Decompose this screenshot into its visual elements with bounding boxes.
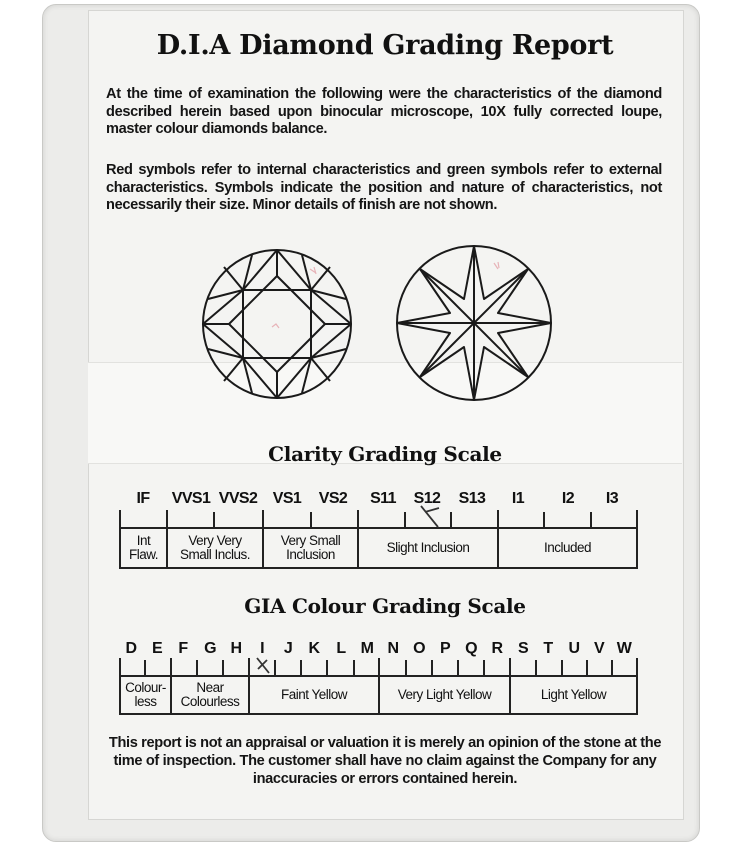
colour-category: Colour- less <box>121 677 172 713</box>
clarity-category: Slight Inclusion <box>359 529 499 567</box>
colour-grade: G <box>204 640 216 657</box>
clarity-category: Int Flaw. <box>121 529 168 567</box>
clarity-scale-title: Clarity Grading Scale <box>268 442 502 466</box>
colour-category: Near Colourless <box>172 677 250 713</box>
clarity-category: Very Very Small Inclus. <box>168 529 264 567</box>
colour-grade: D <box>125 640 137 657</box>
clarity-grade: S11 <box>370 490 396 507</box>
colour-grade: T <box>543 640 553 657</box>
diamond-pavilion-diagram <box>394 243 554 403</box>
colour-category: Faint Yellow <box>250 677 380 713</box>
colour-grade: J <box>283 640 293 657</box>
colour-grade: V <box>593 640 605 657</box>
clarity-category: Very Small Inclusion <box>264 529 359 567</box>
intro-paragraph: At the time of examination the following were the characteristics of the diamond described herein based upon binocular microscope, 10X fully corrected loupe, master colour diamonds balance. <box>106 86 662 137</box>
clarity-grade: I3 <box>605 490 619 507</box>
colour-grade: S <box>517 640 529 657</box>
colour-grade: H <box>230 640 242 657</box>
clarity-grade: VS2 <box>318 490 348 507</box>
colour-grade: M <box>360 640 374 657</box>
colour-grade: P <box>439 640 451 657</box>
colour-check-mark <box>253 654 273 676</box>
colour-grade: E <box>151 640 163 657</box>
colour-category: Light Yellow <box>540 687 607 702</box>
clarity-grade: VVS2 <box>218 490 258 507</box>
colour-category: Very Light Yellow <box>380 677 511 713</box>
disclaimer-text: This report is not an appraisal or valuation it is merely an opinion of the stone at the time of inspection. The customer shall have no claim against the Company for any inaccuracies or errors contained herein. <box>108 735 662 787</box>
colour-scale-title: GIA Colour Grading Scale <box>244 594 526 618</box>
colour-grade: U <box>568 640 580 657</box>
colour-grade: F <box>178 640 188 657</box>
clarity-grade: S13 <box>458 490 486 507</box>
colour-grade: K <box>308 640 320 657</box>
diamond-crown-diagram <box>200 247 354 401</box>
clarity-category-row <box>119 527 638 569</box>
clarity-grade: VVS1 <box>171 490 211 507</box>
colour-grade: R <box>491 640 503 657</box>
symbols-paragraph: Red symbols refer to internal characteristics and green symbols refer to external characteristics. Symbols indicate the position and nature of characteristics, not necessarily their size. Minor details of finish are not shown. <box>106 162 662 213</box>
colour-grade: O <box>413 640 425 657</box>
colour-category-row <box>119 675 638 715</box>
colour-grade: I <box>260 640 264 657</box>
clarity-grade: IF <box>136 490 150 507</box>
colour-grade: Q <box>465 640 477 657</box>
clarity-grade: VS1 <box>272 490 302 507</box>
clarity-grade: I2 <box>561 490 575 507</box>
colour-grade: N <box>387 640 399 657</box>
clarity-check-mark <box>418 503 444 529</box>
colour-grade: L <box>336 640 346 657</box>
clarity-category: Included <box>543 540 592 555</box>
colour-grade: W <box>616 640 632 657</box>
clarity-grade: I1 <box>511 490 525 507</box>
report-title: D.I.A Diamond Grading Report <box>156 30 614 61</box>
clarity-grade: S12 <box>413 490 441 507</box>
